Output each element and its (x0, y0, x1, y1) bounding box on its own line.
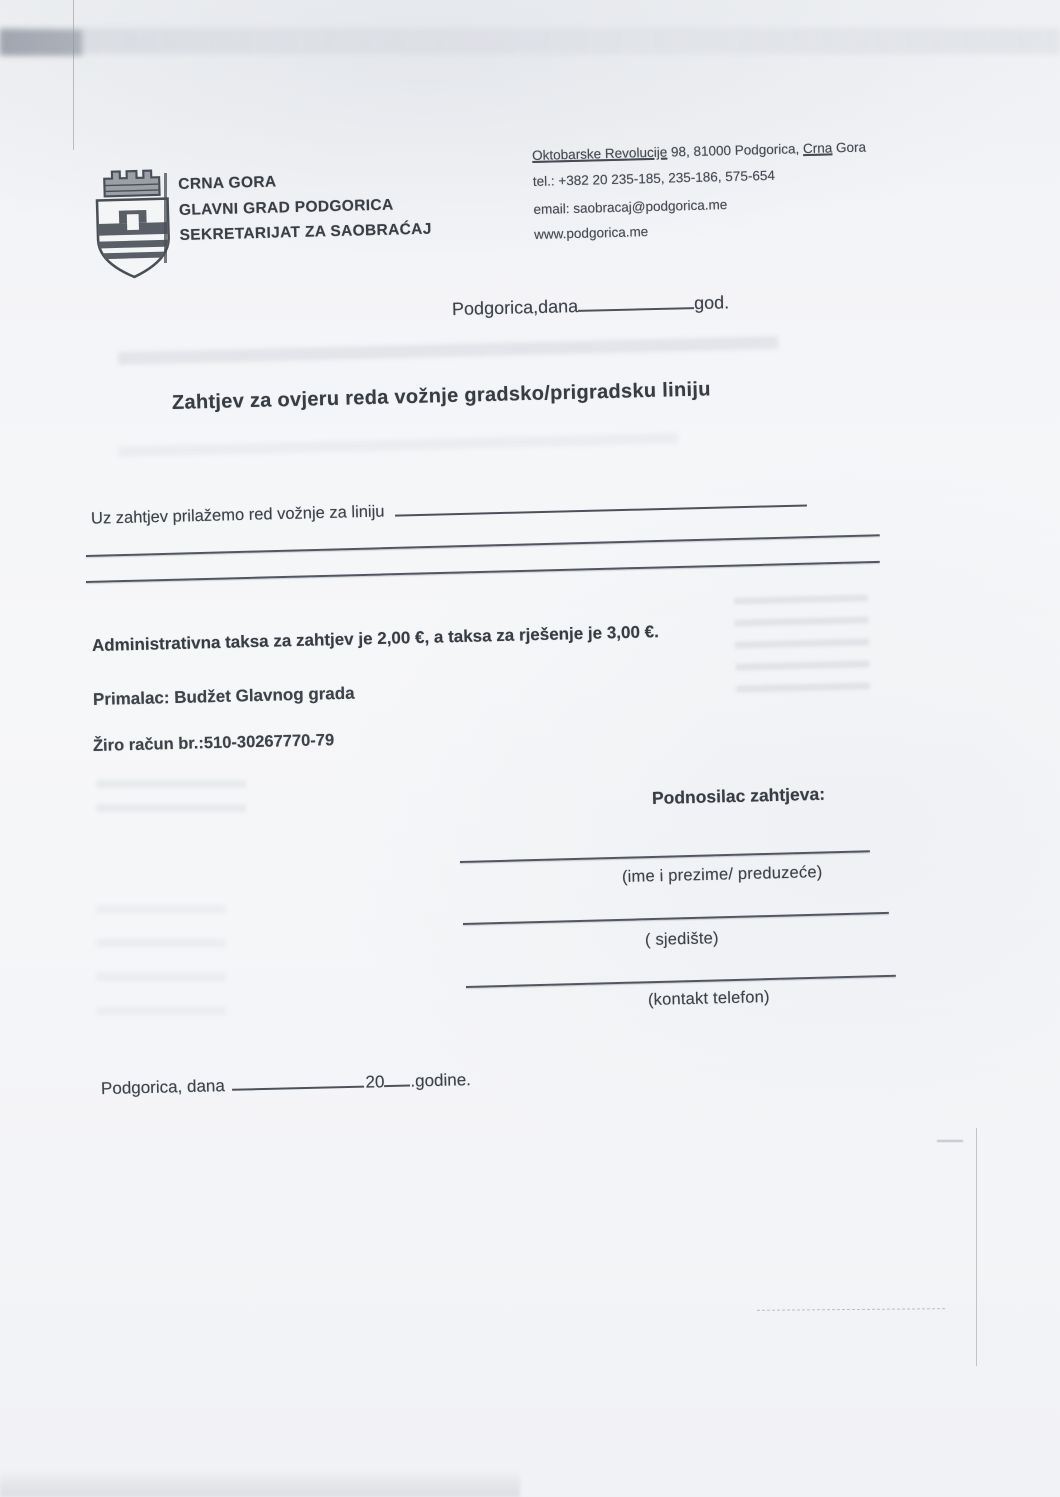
contact-phone-line: tel.: +382 20 235-185, 235-186, 575-654 (532, 167, 776, 189)
contact-email-line: email: saobracaj@podgorica.me (533, 197, 728, 217)
footer-date-prefix: Podgorica, dana (100, 1076, 226, 1099)
contact-address-country1: Crna (802, 140, 833, 157)
top-date-blank-line (578, 290, 694, 312)
contact-address-country2: Gora (832, 139, 867, 156)
applicant-heading: Podnosilac zahtjeva: (651, 783, 826, 808)
issuer-block (178, 166, 432, 249)
signature-line-seat (463, 912, 889, 925)
issuer-country: CRNA GORA (178, 173, 277, 193)
attachment-blank-line (395, 489, 807, 517)
signature-caption-seat: ( sjedište) (644, 929, 719, 949)
footer-date-suffix: .godine. (410, 1070, 472, 1091)
top-date-suffix: god. (693, 292, 730, 314)
footer-date-blank-line (231, 1070, 363, 1091)
ruled-line-1 (86, 534, 880, 557)
attachment-text: Uz zahtjev prilažemo red vožnje za liniju (90, 502, 385, 528)
signature-caption-name: (ime i prezime/ preduzeće) (621, 863, 823, 886)
top-date-line (452, 289, 730, 320)
fee-note-line: Administrativna taksa za zahtjev je 2,00 €, a taksa za rješenje je 3,00 €. (91, 622, 660, 655)
header-divider (164, 173, 167, 263)
contact-address-line (532, 140, 866, 164)
footer-date-line (101, 1067, 471, 1099)
footer-year-blank-line (384, 1068, 410, 1087)
signature-line-name (460, 850, 870, 863)
top-date-prefix: Podgorica,dana (451, 296, 579, 320)
issuer-city: GLAVNI GRAD PODGORICA (178, 196, 394, 219)
recipient-line: Primalac: Budžet Glavnog grada (92, 683, 355, 709)
contact-address-street: Oktobarske Revolucije (532, 144, 668, 163)
form-title: Zahtjev za ovjeru reda vožnje gradsko/prigradsku liniju (171, 378, 711, 414)
podgorica-coat-of-arms-icon (82, 165, 183, 288)
footer-date-year: 20 (365, 1072, 385, 1092)
contact-address-mid: 98, 81000 Podgorica, (667, 141, 804, 160)
signature-line-phone (466, 975, 896, 988)
attachment-line (91, 487, 881, 529)
account-line: Žiro račun br.:510-30267770-79 (92, 731, 335, 755)
ruled-line-2 (86, 561, 880, 583)
signature-caption-phone: (kontakt telefon) (647, 988, 770, 1009)
contact-block (532, 140, 869, 253)
issuer-department: SEKRETARIJAT ZA SAOBRAĆAJ (179, 220, 432, 244)
contact-website-line: www.podgorica.me (533, 224, 649, 242)
